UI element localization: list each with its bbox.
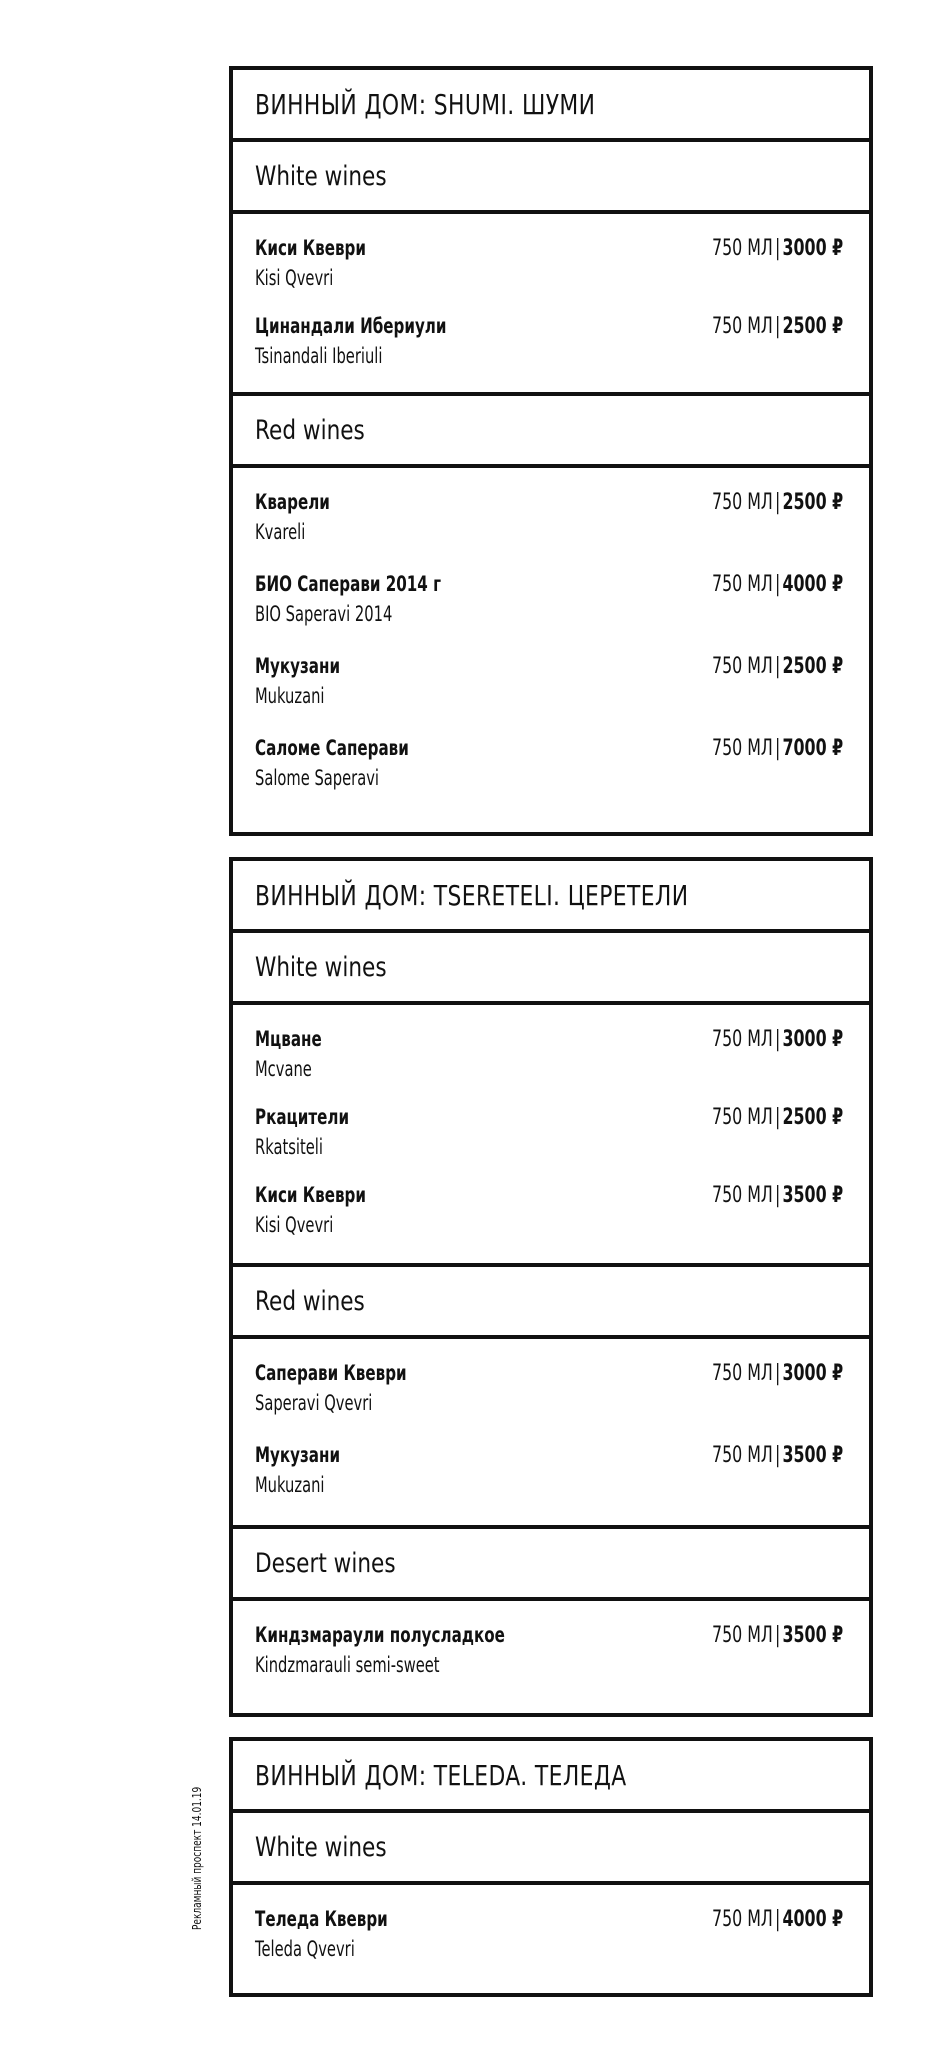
list-item (255, 1435, 843, 1517)
wine-name-ru: Кварели (255, 490, 330, 514)
wine-name-ru: Киси Квеври (255, 1183, 366, 1207)
wine-name-en: Teleda Qvevri (255, 1937, 355, 1961)
wine-name-en: Mukuzani (255, 684, 325, 708)
wine-price: 750 МЛ|2500 ₽ (711, 490, 843, 515)
wine-name-ru: Цинандали Ибериули (255, 314, 447, 338)
wine-price: 750 МЛ|3500 ₽ (711, 1183, 843, 1208)
wine-name-en: Kisi Qvevri (255, 1213, 334, 1237)
list-item (255, 564, 843, 646)
wine-name-en: Salome Saperavi (255, 766, 380, 790)
wine-name-en: Kindzmarauli semi-sweet (255, 1653, 440, 1677)
items-list (233, 468, 869, 824)
wine-price: 750 МЛ|4000 ₽ (711, 572, 843, 597)
list-item (255, 728, 843, 810)
list-item (255, 1019, 843, 1097)
section-header-desert: Desert wines (233, 1529, 869, 1601)
items-list (233, 1339, 869, 1529)
items-list (233, 1885, 869, 1991)
wine-price: 750 МЛ|3000 ₽ (711, 1027, 843, 1052)
wine-name-ru: Мукузани (255, 654, 341, 678)
wine-price: 750 МЛ|7000 ₽ (711, 736, 843, 761)
items-list (233, 1005, 869, 1267)
wine-price: 750 МЛ|2500 ₽ (711, 1105, 843, 1130)
section-header-white: White wines (233, 1813, 869, 1885)
wine-price: 750 МЛ|3500 ₽ (711, 1623, 843, 1648)
list-item (255, 1899, 843, 1977)
wine-name-en: BIO Saperavi 2014 (255, 602, 393, 626)
wine-name-en: Mcvane (255, 1057, 312, 1081)
wine-name-ru: БИО Саперави 2014 г (255, 572, 441, 596)
wine-name-en: Tsinandali Iberiuli (255, 344, 383, 368)
wine-name-en: Rkatsiteli (255, 1135, 323, 1159)
list-item (255, 228, 843, 306)
section-header-red: Red wines (233, 1267, 869, 1339)
list-item (255, 482, 843, 564)
wine-name-ru: Ркацители (255, 1105, 350, 1129)
section-header-red: Red wines (233, 396, 869, 468)
wine-price: 750 МЛ|3000 ₽ (711, 1361, 843, 1386)
wine-name-en: Mukuzani (255, 1473, 325, 1497)
wine-name-ru: Мукузани (255, 1443, 341, 1467)
wine-name-ru: Киндзмараули полусладкое (255, 1623, 505, 1647)
list-item (255, 646, 843, 728)
wine-price: 750 МЛ|3000 ₽ (711, 236, 843, 261)
wine-name-ru: Мцване (255, 1027, 322, 1051)
wine-price: 750 МЛ|2500 ₽ (711, 314, 843, 339)
wine-name-ru: Теледа Квеври (255, 1907, 388, 1931)
wine-name-en: Kisi Qvevri (255, 266, 334, 290)
house-title: ВИННЫЙ ДОМ: TELEDA. ТЕЛЕДА (233, 1741, 869, 1813)
wine-price: 750 МЛ|4000 ₽ (711, 1907, 843, 1932)
list-item (255, 1615, 843, 1693)
wine-house-shumi (229, 66, 873, 836)
wine-name-ru: Киси Квеври (255, 236, 366, 260)
section-header-white: White wines (233, 142, 869, 214)
section-header-white: White wines (233, 933, 869, 1005)
wine-house-tsereteli (229, 857, 873, 1717)
wine-name-ru: Саломе Саперави (255, 736, 409, 760)
list-item (255, 1353, 843, 1435)
wine-price: 750 МЛ|2500 ₽ (711, 654, 843, 679)
list-item (255, 1097, 843, 1175)
list-item (255, 1175, 843, 1253)
house-title: ВИННЫЙ ДОМ: TSERETELI. ЦЕРЕТЕЛИ (233, 861, 869, 933)
promo-note: Рекламный проспект 14.01.19 (190, 1786, 204, 1930)
wine-name-ru: Саперави Квеври (255, 1361, 407, 1385)
house-title: ВИННЫЙ ДОМ: SHUMI. ШУМИ (233, 70, 869, 142)
items-list (233, 1601, 869, 1707)
items-list (233, 214, 869, 396)
wine-name-en: Saperavi Qvevri (255, 1391, 373, 1415)
wine-house-teleda (229, 1737, 873, 1997)
wine-price: 750 МЛ|3500 ₽ (711, 1443, 843, 1468)
list-item (255, 306, 843, 384)
wine-name-en: Kvareli (255, 520, 306, 544)
